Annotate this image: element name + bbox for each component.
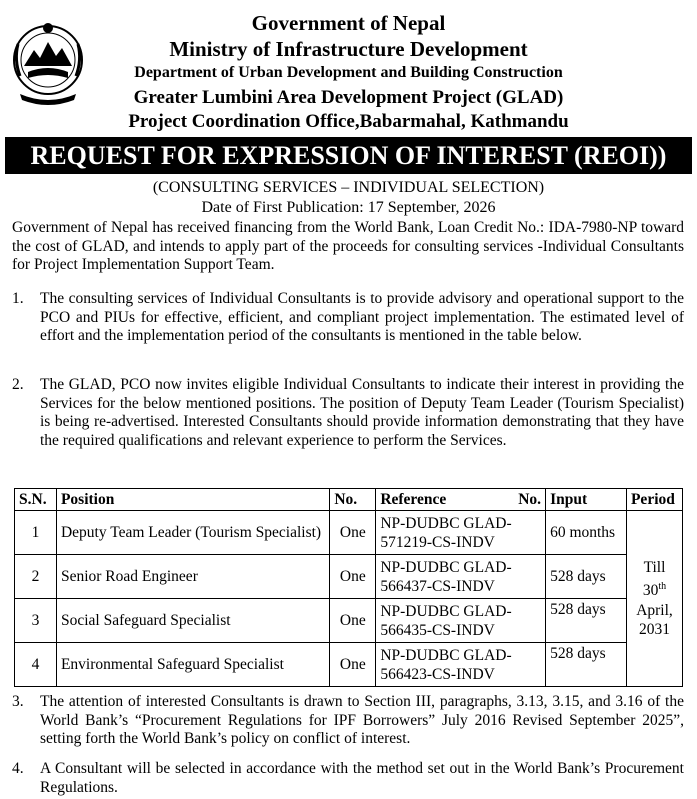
paragraph-1 (12, 290, 684, 346)
cell-position: Senior Road Engineer (56, 555, 329, 599)
period-till: Till (643, 559, 666, 577)
header-input: Input (546, 489, 627, 511)
cell-reference: NP-DUDBC GLAD-566437-CS-INDV (376, 555, 546, 599)
paragraph-text: The consulting services of Individual Consultants is to provide advisory and operational support to the PCO and PIUs for effective, efficient, and compliant project implementation. The estimated level of effort and the implementation period of the consultants is mentioned in the table below. (40, 290, 684, 344)
cell-position: Deputy Team Leader (Tourism Specialist) (56, 511, 329, 555)
header-position: Position (56, 489, 329, 511)
header-no: No. (330, 489, 376, 511)
intro-paragraph: Government of Nepal has received financing from the World Bank, Loan Credit No.: IDA-7980-NP toward the cost of GLAD, and intends to apply part of the proceeds for consulting services -Individual Consultants for Project Implementation Support Team. (12, 219, 684, 273)
publication-date: Date of First Publication: 17 September, 2026 (201, 199, 496, 216)
header-project: Greater Lumbini Area Development Project (GLAD) (133, 87, 564, 108)
paragraph-number: 3. (12, 693, 24, 710)
paragraph-text: A Consultant will be selected in accordance with the method set out in the World Bank’s Procurement Regulations. (40, 760, 684, 796)
header-sn: S.N. (15, 489, 57, 511)
cell-no: One (330, 511, 376, 555)
cell-period (626, 511, 682, 687)
header-ministry: Ministry of Infrastructure Development (169, 37, 528, 61)
header-reference-label: Reference (380, 491, 447, 508)
cell-input: 528 days (546, 555, 627, 599)
cell-sn: 2 (15, 555, 57, 599)
cell-position: Environmental Safeguard Specialist (56, 643, 329, 687)
header-reference-no: No. (518, 491, 542, 508)
letterhead (0, 0, 697, 138)
header-government: Government of Nepal (251, 11, 446, 35)
paragraph-number: 4. (12, 760, 24, 777)
cell-no: One (330, 643, 376, 687)
paragraph-number: 2. (12, 376, 24, 393)
cell-sn: 4 (15, 643, 57, 687)
cell-no: One (330, 555, 376, 599)
period-rest: April, 2031 (636, 601, 673, 638)
table-row (15, 511, 683, 555)
table-row (15, 643, 683, 687)
paragraph-3 (12, 693, 684, 749)
table-row (15, 599, 683, 643)
cell-sn: 3 (15, 599, 57, 643)
period-day: 30th (642, 581, 667, 600)
header-office: Project Coordination Office,Babarmahal, Kathmandu (128, 111, 569, 132)
cell-sn: 1 (15, 511, 57, 555)
cell-reference: NP-DUDBC GLAD-566423-CS-INDV (376, 643, 546, 687)
positions-table (14, 488, 683, 687)
table-row (15, 555, 683, 599)
cell-input: 528 days (546, 643, 627, 687)
header-reference (376, 489, 546, 511)
cell-no: One (330, 599, 376, 643)
cell-input: 528 days (546, 599, 627, 643)
cell-position: Social Safeguard Specialist (56, 599, 329, 643)
subtitle: (CONSULTING SERVICES – INDIVIDUAL SELECTION) (152, 179, 545, 196)
paragraph-text: The GLAD, PCO now invites eligible Individual Consultants to indicate their interest in providing the Services for the below mentioned positions. The position of Deputy Team Leader (Tourism Specialist) is being re-advertised. Interested Consultants should provide information demonstrating that they have the required qualifications and relevant experience to perform the Services. (40, 376, 684, 449)
paragraph-4 (12, 760, 684, 797)
header-department: Department of Urban Development and Building Construction (134, 64, 563, 81)
cell-reference: NP-DUDBC GLAD-571219-CS-INDV (376, 511, 546, 555)
paragraph-number: 1. (12, 290, 24, 307)
paragraph-2 (12, 376, 684, 450)
header-period: Period (626, 489, 682, 511)
table-header-row (15, 489, 683, 511)
reoi-banner: REQUEST FOR EXPRESSION OF INTEREST (REOI)) (5, 137, 692, 174)
cell-input: 60 months (546, 511, 627, 555)
cell-reference: NP-DUDBC GLAD-566435-CS-INDV (376, 599, 546, 643)
paragraph-text: The attention of interested Consultants is drawn to Section III, paragraphs, 3.13, 3.15, and 3.16 of the World Bank’s “Procurement Regulations for IPF Borrowers” July 2016 Revised September 2025”, setting forth the World Bank’s policy on conflict of interest. (40, 693, 684, 747)
